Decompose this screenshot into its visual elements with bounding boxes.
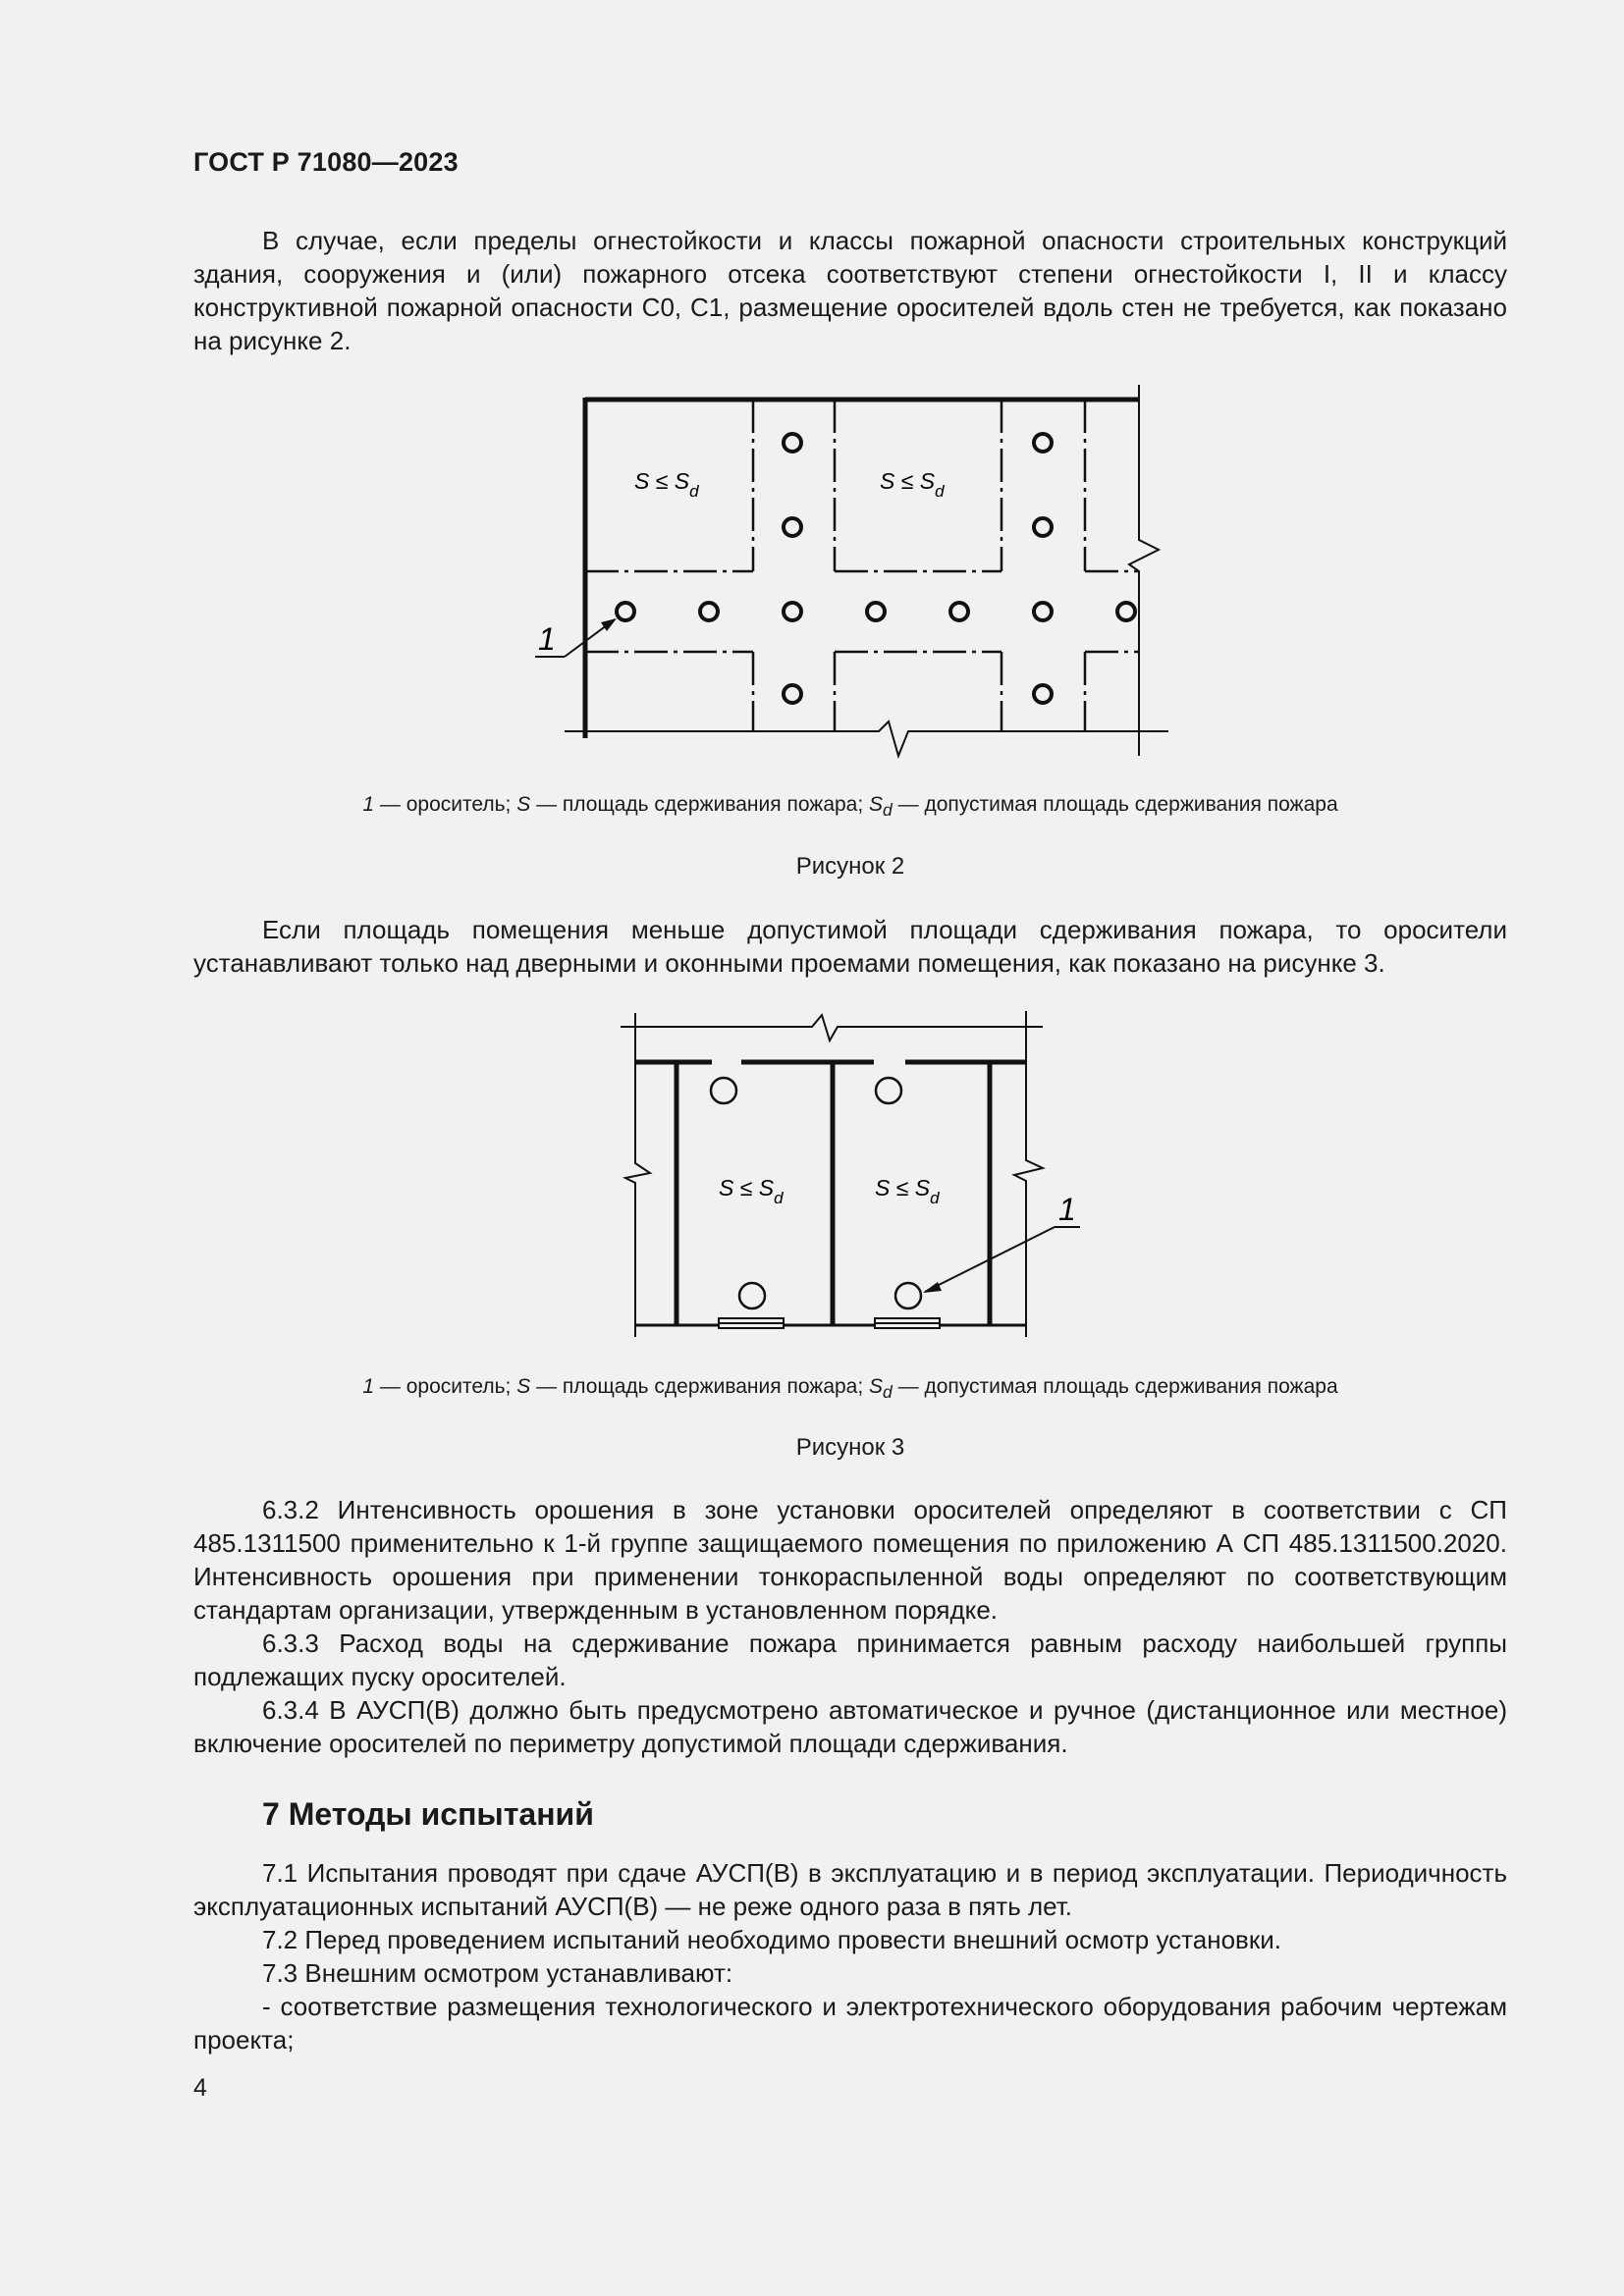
sprinkler (711, 1078, 736, 1103)
fig3-callout-number: 1 (1058, 1192, 1076, 1227)
sprinkler (739, 1283, 765, 1308)
paragraph-7-3: 7.3 Внешним осмотром устанавливают: (262, 1958, 733, 1988)
paragraph-small-room: Если площадь помещения меньше допустимой площади сдерживания пожара, то оросители устанавливают только над дверными и оконными проемами помещения, как показано на рисунке 3. (193, 915, 1507, 978)
document-header: ГОСТ Р 71080—2023 (193, 147, 459, 177)
fig3-area-label-right: $S \le S_d$ (875, 1175, 940, 1207)
page-number: 4 (193, 2074, 207, 2102)
fig2-area-label-left: $S \le S_d$ (634, 468, 699, 501)
sprinkler (895, 1283, 921, 1308)
section-7-title: 7 Методы испытаний (262, 1796, 594, 1832)
paragraph-6-3-4: 6.3.4 В АУСП(В) должно быть предусмотрено автоматическое и ручное (дистанционное или местное) включение оросителей по периметру допустимой площади сдерживания. (193, 1695, 1507, 1758)
paragraph-7-1: 7.1 Испытания проводят при сдаче АУСП(В) в эксплуатацию и в период эксплуатации. Периодичность эксплуатационных испытаний АУСП(В) — не реже одного раза в пять лет. (193, 1858, 1507, 1921)
paragraph-7-2: 7.2 Перед проведением испытаний необходимо провести внешний осмотр установки. (262, 1925, 1281, 1954)
fig3-area-label-left: $S \le S_d$ (719, 1175, 784, 1207)
paragraph-6-3-2: 6.3.2 Интенсивность орошения в зоне установки оросителей определяют в соответствии с СП 485.1311500 применительно к 1-й группе защищаемого помещения по приложению А СП 485.1311500.2020. Интенсивность орошения при применении тонкораспыленной воды определяют по соответствующим стандартам организации, утвержденным в установленном порядке. (193, 1495, 1507, 1625)
paragraph-intro: В случае, если пределы огнестойкости и классы пожарной опасности строительных конструкций здания, сооружения и (или) пожарного отсека соответствуют степени огнестойкости I, II и классу конструктивной пожарной опасности С0, С1, размещение оросителей вдоль стен не требуется, как показано на рисунке 2. (193, 226, 1507, 355)
figure-2-title: Рисунок 2 (795, 853, 905, 880)
sprinkler (876, 1078, 901, 1103)
fig2-callout-number: 1 (538, 621, 556, 657)
figure-3-title: Рисунок 3 (795, 1434, 905, 1461)
list-item: - соответствие размещения технологического и электротехнического оборудования рабочим чертежам проекта; (193, 1992, 1507, 2055)
figure-2-legend: 1 — ороситель; S — площадь сдерживания пожара; $S_d$ — допустимая площадь сдерживания пожара (362, 793, 1338, 821)
figure-3-legend: 1 — ороситель; S — площадь сдерживания пожара; $S_d$ — допустимая площадь сдерживания пожара (362, 1375, 1338, 1403)
paragraph-6-3-3: 6.3.3 Расход воды на сдерживание пожара принимается равным расходу наибольшей группы подлежащих пуску оросителей. (193, 1629, 1507, 1691)
fig2-area-label-right: $S \le S_d$ (880, 468, 945, 501)
